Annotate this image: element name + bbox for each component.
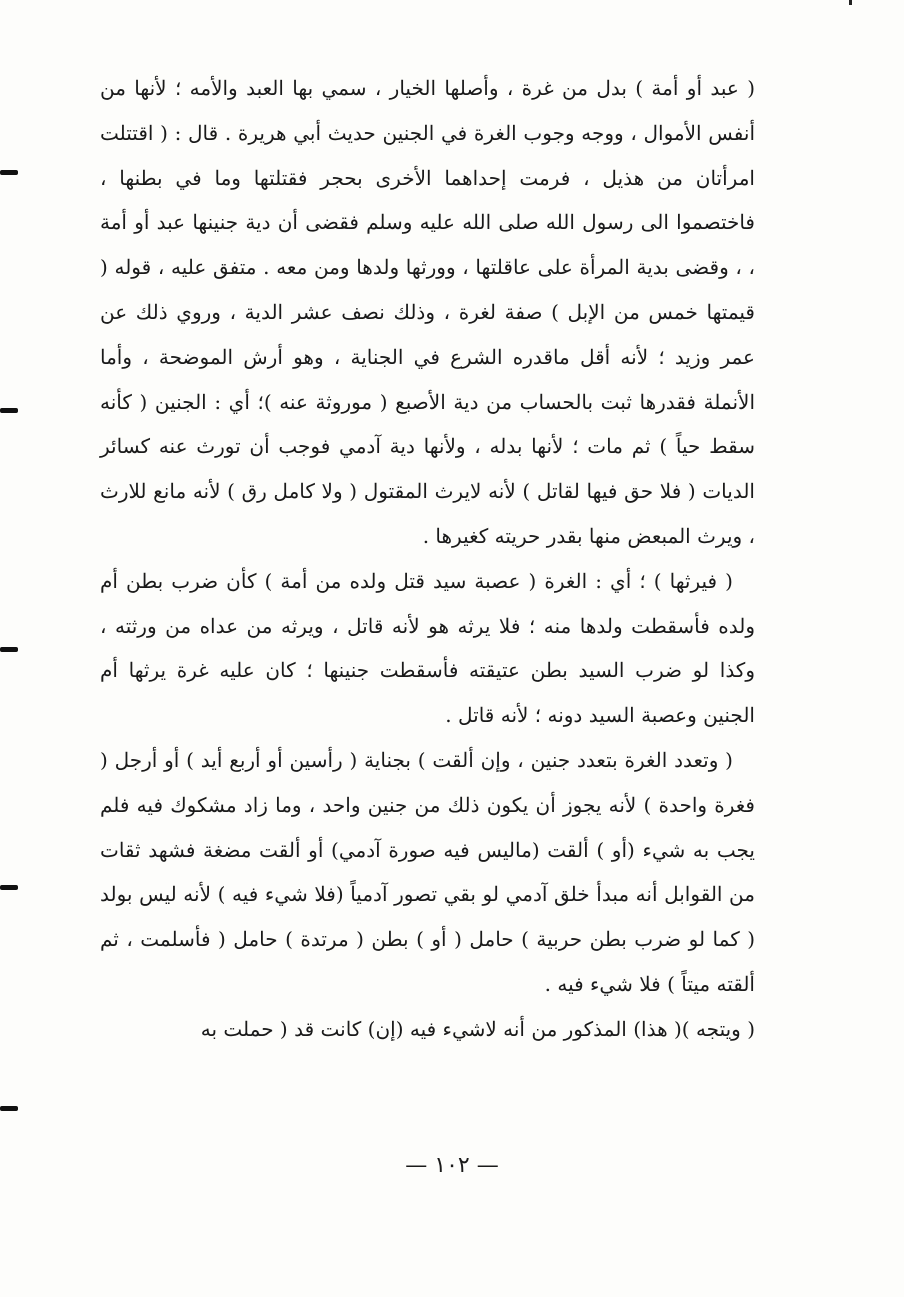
margin-tick-mark: [0, 1106, 18, 1111]
margin-tick-mark: [0, 170, 18, 175]
body-text: [100, 66, 755, 1052]
paragraph-4: ( ويتجه )( هذا) المذكور من أنه لاشيء فيه (إن) كانت قد ( حملت به: [200, 1016, 755, 1041]
scan-corner-mark: [849, 0, 852, 5]
page-number: — ١٠٢ —: [405, 1153, 499, 1178]
margin-tick-mark: [0, 885, 18, 890]
paragraph-3: ( وتعدد الغرة بتعدد جنين ، وإن ألقت ) بجناية ( رأسين أو أربع أيد ) أو أرجل ( فغرة واحدة ) لأنه يجوز أن يكون ذلك من جنين واحد ، وما زاد مشكوك فيه فلم يجب به شيء (أو ) ألقت (ماليس فيه صورة آدمي) أو ألقت مضغة فشهد ثقات من القوابل أنه مبدأ خلق آدمي لو بقي تصور آدمياً (فلا شيء فيه ) لأنه ليس بولد ( كما لو ضرب بطن حربية ) حامل ( أو ) بطن ( مرتدة ) حامل ( فأسلمت ، ثم ألقته ميتاً ) فلا شيء فيه .: [100, 747, 755, 996]
paragraph-2: ( فيرثها ) ؛ أي : الغرة ( عصبة سيد قتل ولده من أمة ) كأن ضرب بطن أم ولده فأسقطت ولدها منه ؛ فلا يرثه هو لأنه قاتل ، ويرثه من عداه من ورثته ، وكذا لو ضرب السيد بطن عتيقته فأسقطت جنينها ؛ كان عليه غرة يرثها أم الجنين وعصبة السيد دونه ؛ لأنه قاتل .: [100, 568, 755, 728]
margin-tick-mark: [0, 647, 18, 652]
paragraph-1: ( عبد أو أمة ) بدل من غرة ، وأصلها الخيار ، سمي بها العبد والأمه ؛ لأنها من أنفس الأموال ، ووجه وجوب الغرة في الجنين حديث أبي هريرة . قال : ( اقتتلت امرأتان من هذيل ، فرمت إحداهما الأخرى بحجر فقتلتها وما في بطنها ، فاختصموا الى رسول الله صلى الله عليه وسلم فقضى أن دية جنينها عبد أو أمة ، ، وقضى بدية المرأة على عاقلتها ، وورثها ولدها ومن معه . متفق عليه ، قوله ( قيمتها خمس من الإبل ) صفة لغرة ، وذلك نصف عشر الدية ، وروي ذلك عن عمر وزيد ؛ لأنه أقل ماقدره الشرع في الجناية ، وهو أرش الموضحة ، وأما الأنملة فقدرها ثبت بالحساب من دية الأصبع ( موروثة عنه )؛ أي : الجنين ( كأنه سقط حياً ) ثم مات ؛ لأنها بدله ، ولأنها دية آدمي فوجب أن تورث عنه كسائر الديات ( فلا حق فيها لقاتل ) لأنه لايرث المقتول ( ولا كامل رق ) لأنه مانع للارث ، ويرث المبعض منها بقدر حريته كغيرها .: [100, 76, 755, 548]
margin-tick-mark: [0, 408, 18, 413]
